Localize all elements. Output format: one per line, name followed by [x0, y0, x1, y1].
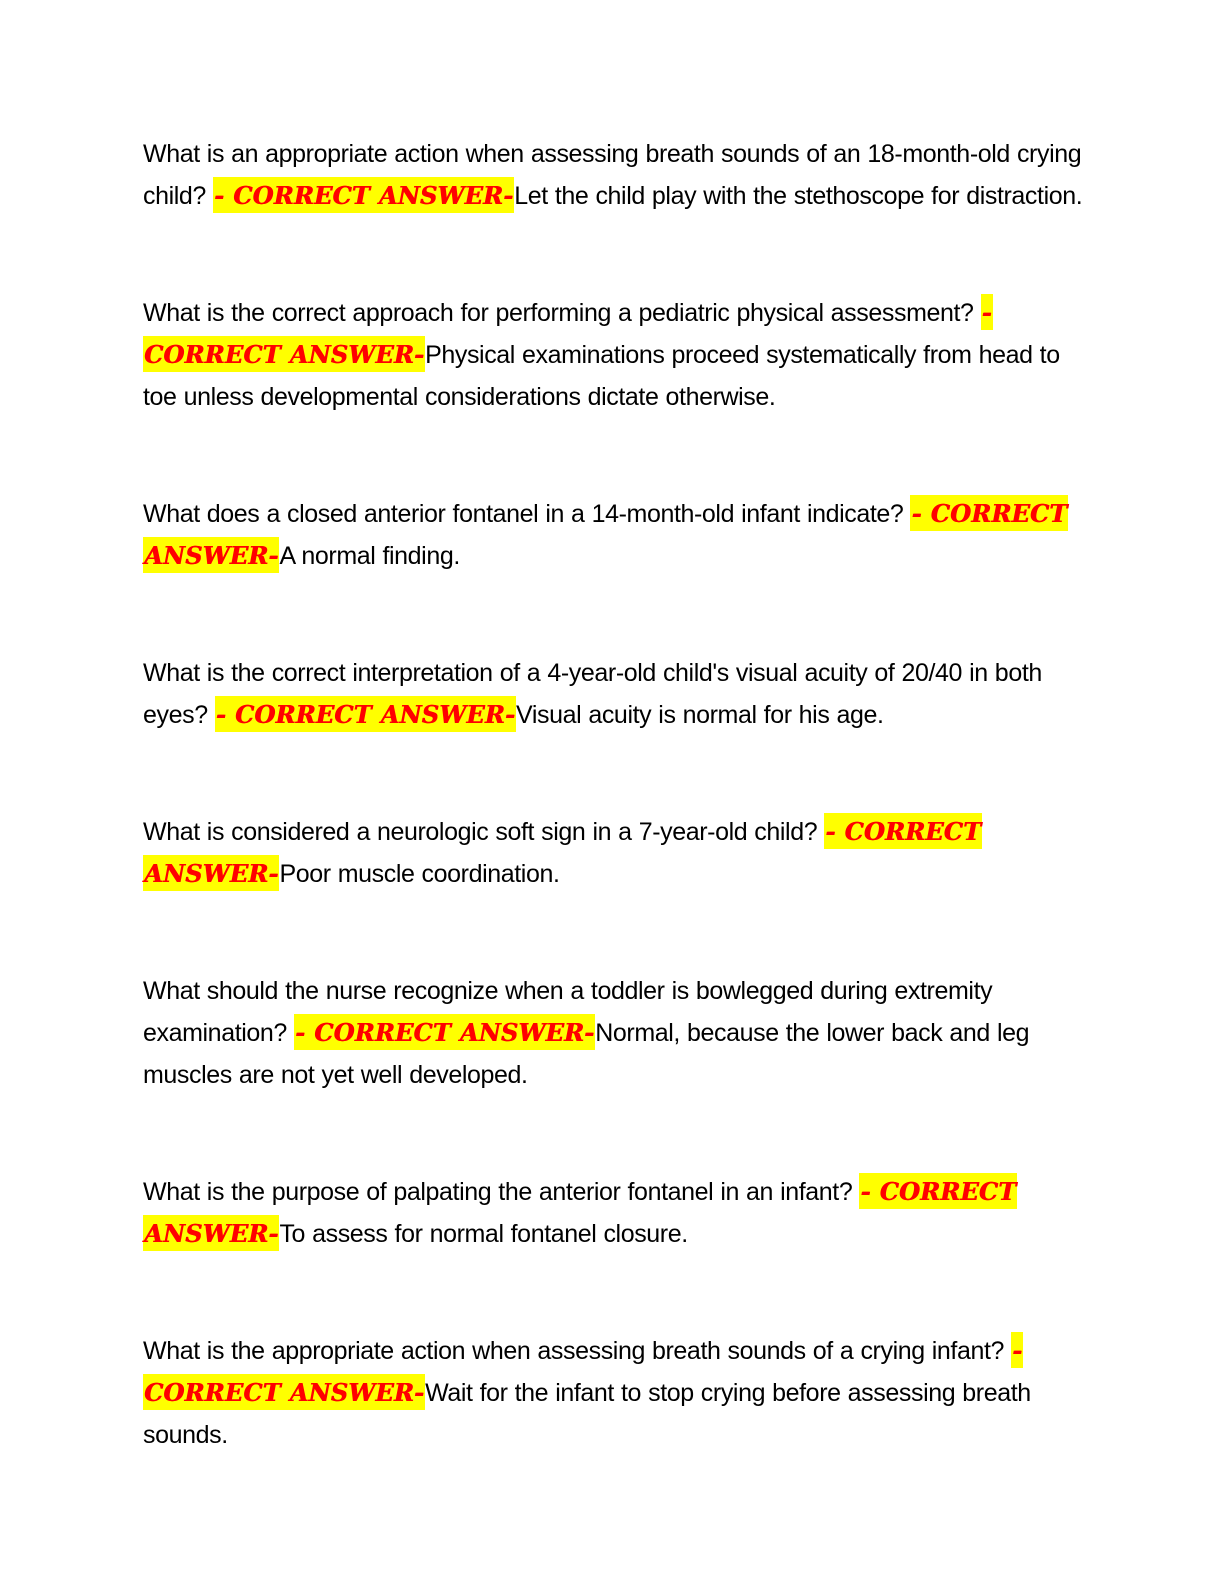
- answer-text: Physical examinations proceed systematically from head to toe unless developmental considerations dictate otherwise.: [143, 341, 1060, 411]
- question-text: What is the purpose of palpating the anterior fontanel in an infant?: [143, 1178, 853, 1206]
- qa-block: [143, 292, 1083, 418]
- question-text: What does a closed anterior fontanel in a 14-month-old infant indicate?: [143, 500, 904, 528]
- qa-block: [143, 970, 1083, 1096]
- question-text: What is considered a neurologic soft sign in a 7-year-old child?: [143, 818, 818, 846]
- answer-text: Wait for the infant to stop crying before assessing breath sounds.: [143, 1379, 1031, 1449]
- correct-answer-marker: - CORRECT ANSWER-: [215, 696, 516, 732]
- answer-text: To assess for normal fontanel closure.: [279, 1220, 688, 1248]
- correct-answer-marker: - CORRECT ANSWER-: [143, 294, 993, 372]
- question-text: What is an appropriate action when assessing breath sounds of an 18-month-old crying child?: [143, 140, 1082, 210]
- qa-block: [143, 133, 1083, 217]
- correct-answer-marker: - CORRECT ANSWER-: [213, 177, 514, 213]
- answer-text: Visual acuity is normal for his age.: [516, 701, 884, 729]
- answer-text: Normal, because the lower back and leg muscles are not yet well developed.: [143, 1019, 1030, 1089]
- correct-answer-marker: - CORRECT ANSWER-: [143, 1173, 1017, 1251]
- question-text: What should the nurse recognize when a toddler is bowlegged during extremity examination?: [143, 977, 993, 1047]
- question-text: What is the appropriate action when assessing breath sounds of a crying infant?: [143, 1337, 1005, 1365]
- qa-block: [143, 652, 1083, 736]
- qa-block: [143, 1330, 1083, 1456]
- correct-answer-marker: - CORRECT ANSWER-: [143, 813, 982, 891]
- qa-block: [143, 493, 1083, 577]
- answer-text: Let the child play with the stethoscope for distraction.: [514, 182, 1083, 210]
- qa-block: [143, 1171, 1083, 1255]
- correct-answer-marker: - CORRECT ANSWER-: [294, 1014, 595, 1050]
- correct-answer-marker: - CORRECT ANSWER-: [143, 495, 1068, 573]
- qa-block: [143, 811, 1083, 895]
- answer-text: Poor muscle coordination.: [279, 860, 560, 888]
- question-text: What is the correct interpretation of a 4-year-old child's visual acuity of 20/40 in both eyes?: [143, 659, 1042, 729]
- question-text: What is the correct approach for performing a pediatric physical assessment?: [143, 299, 974, 327]
- answer-text: A normal finding.: [279, 542, 460, 570]
- correct-answer-marker: - CORRECT ANSWER-: [143, 1332, 1023, 1410]
